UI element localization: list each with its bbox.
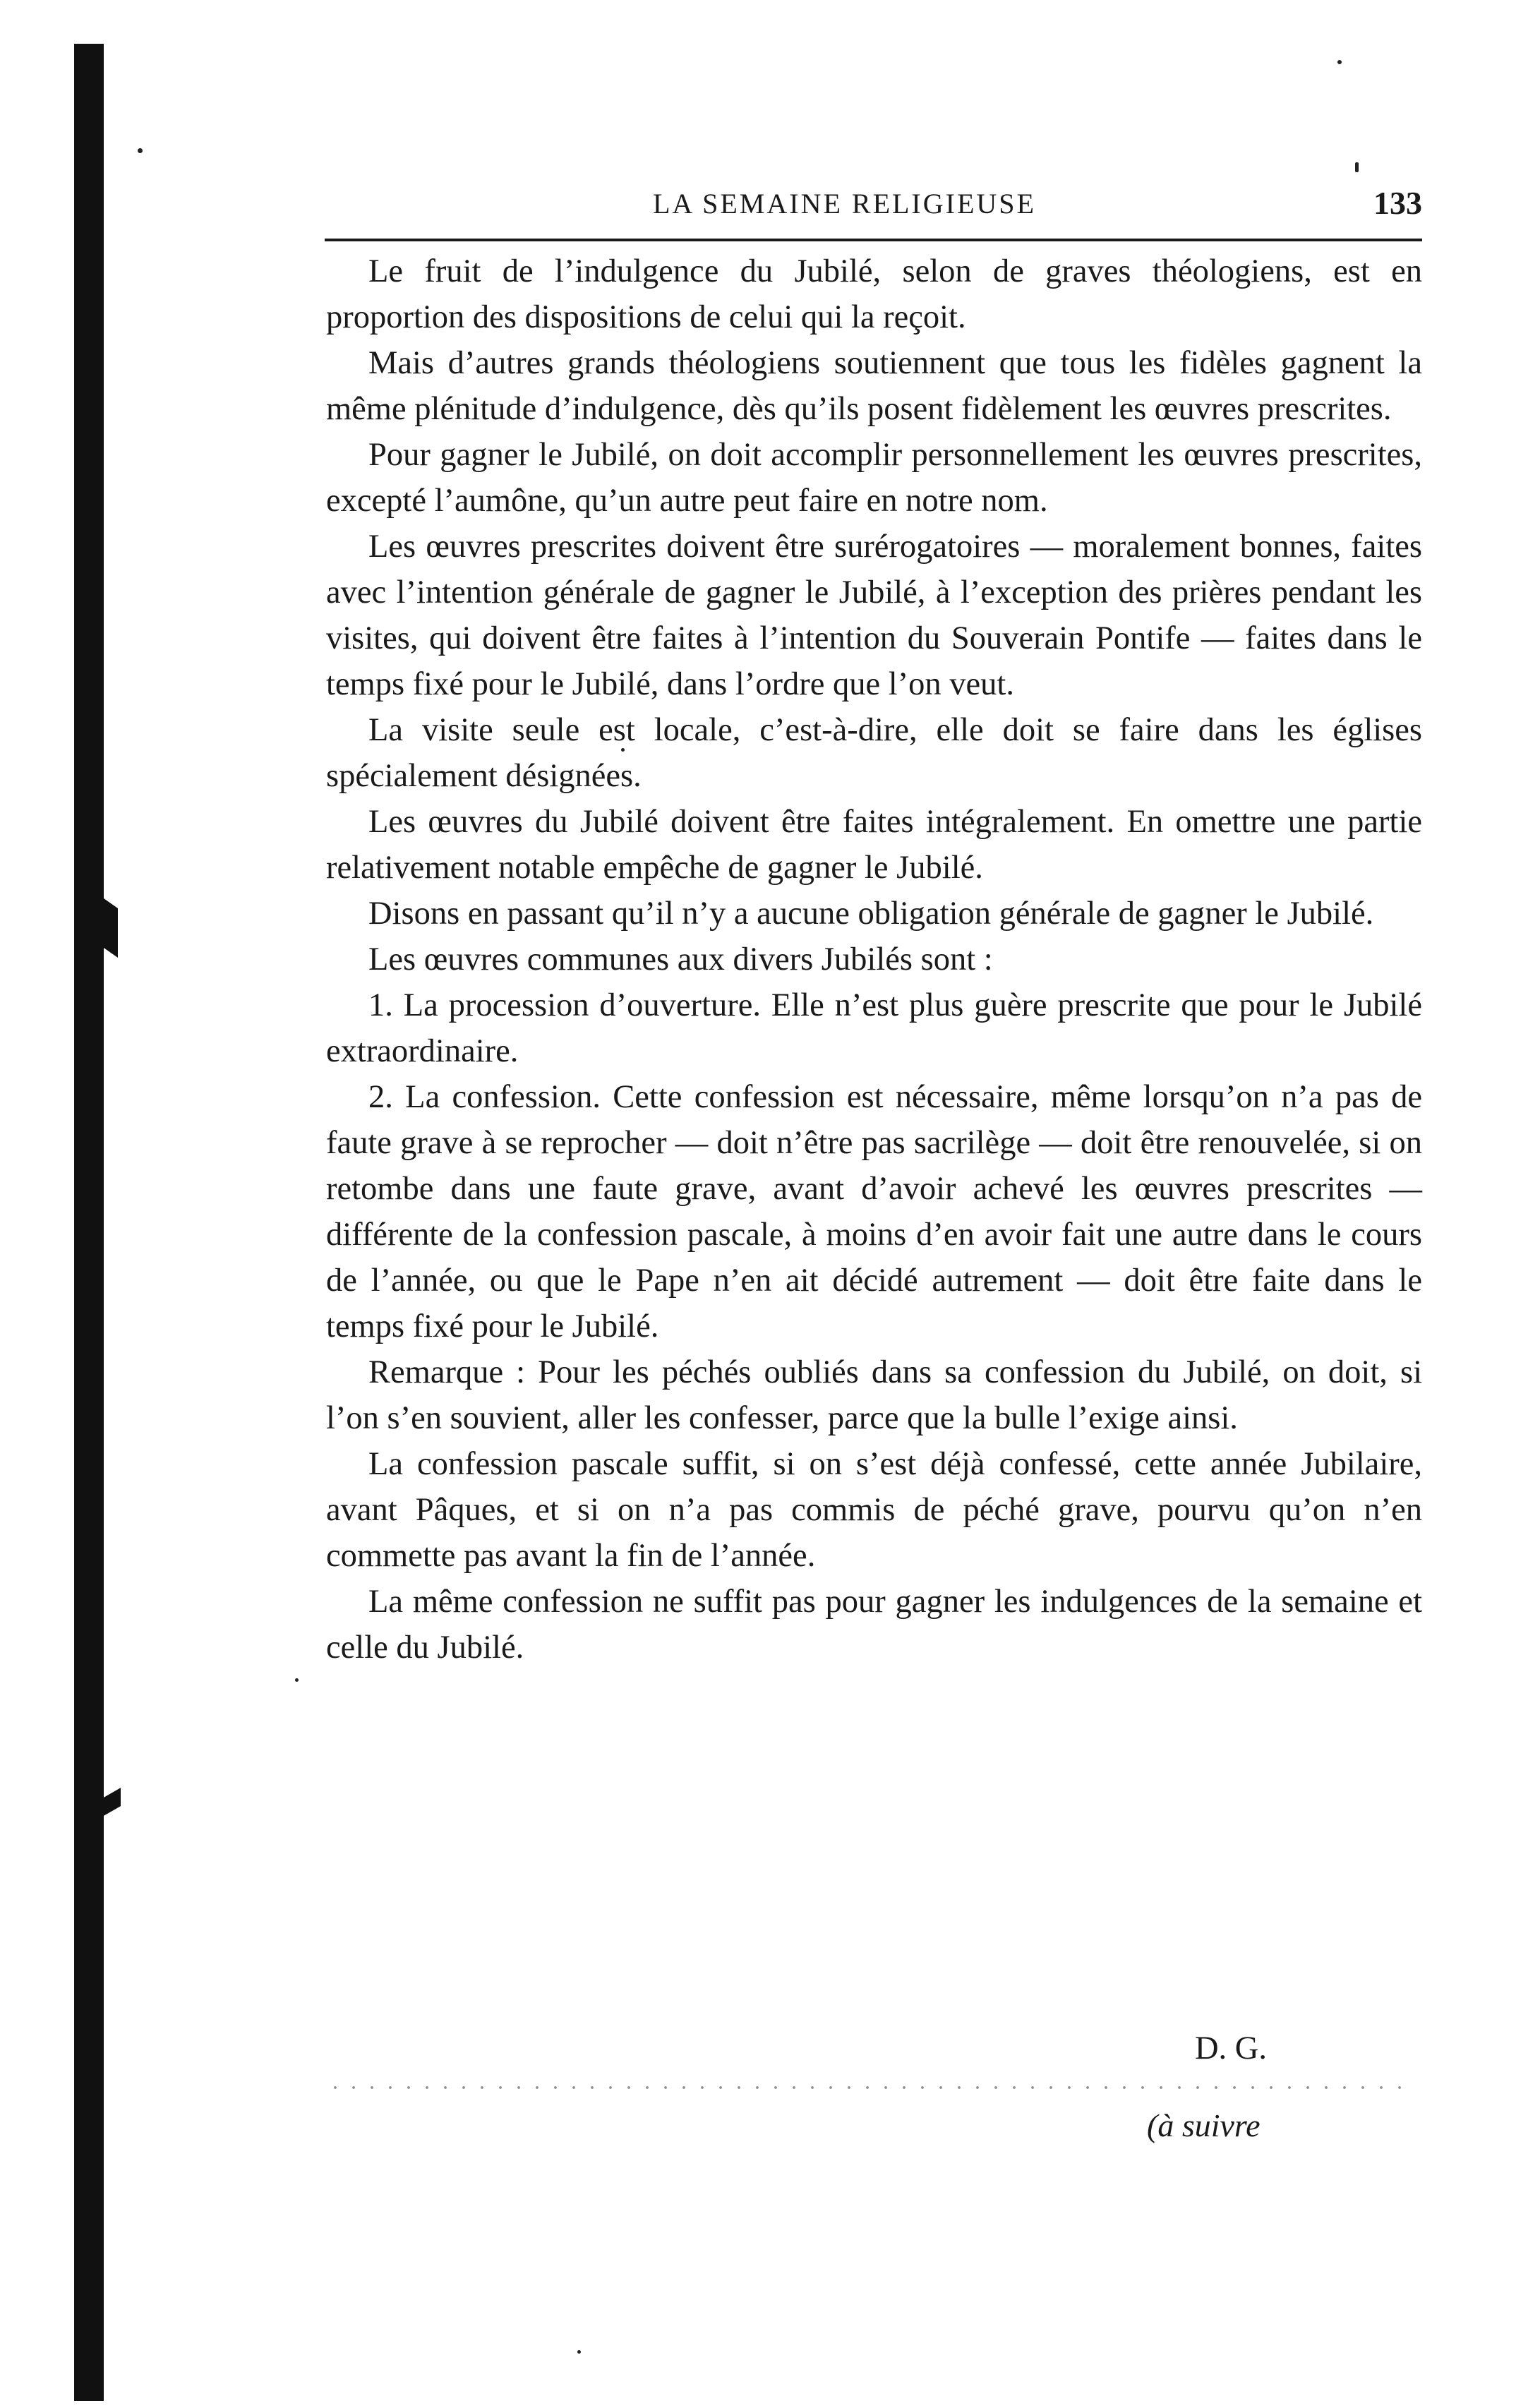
paragraph: La confession pascale suffit, si on s’est déjà confessé, cette année Jubilaire, avant Pâques, et si on n’a pas commis de péché grave, pourvu qu’on n’en commette pas avant la fin de l’année. [326, 1446, 1422, 1574]
paragraph: Les œuvres prescrites doivent être surérogatoires — moralement bonnes, faites avec l’intention générale de gagner le Jubilé, à l’exception des prières pendant les visites, qui doivent être faites à l’intention du Souverain Pontife — faites dans le temps fixé pour le Jubilé, dans l’ordre que l’on veut. [326, 529, 1422, 702]
binding-notch [104, 1788, 121, 1816]
paragraph: Le fruit de l’indulgence du Jubilé, selon de graves théologiens, est en proportion des dispositions de celui qui la reçoit. [326, 253, 1422, 335]
dotted-separator [326, 2085, 1406, 2090]
paragraph: Mais d’autres grands théologiens soutiennent que tous les fidèles gagnent la même plénitude d’indulgence, dès qu’ils posent fidèlement les œuvres prescrites. [326, 345, 1422, 427]
page-header [332, 180, 1422, 229]
paragraph: La visite seule est locale, c’est-à-dire, elle doit se faire dans les églises spécialement désignées. [326, 712, 1422, 794]
paragraph: Remarque : Pour les péchés oubliés dans sa confession du Jubilé, on doit, si l’on s’en souvient, aller les confesser, parce que la bulle l’exige ainsi. [326, 1354, 1422, 1436]
page-number: 133 [1373, 185, 1422, 221]
article-body [326, 248, 1422, 1670]
continued-note: (à suivre [1147, 2107, 1261, 2143]
binding-edge [74, 44, 104, 2401]
print-speck [295, 1678, 299, 1682]
print-speck [1355, 162, 1359, 172]
print-speck [138, 148, 143, 153]
print-speck [621, 748, 625, 752]
paragraph: Pour gagner le Jubilé, on doit accomplir personnellement les œuvres prescrites, excepté l’aumône, qu’un autre peut faire en notre nom. [326, 437, 1422, 519]
paragraph: La même confession ne suffit pas pour gagner les indulgences de la semaine et celle du Jubilé. [326, 1584, 1422, 1666]
print-speck [1337, 60, 1342, 64]
paragraph: 2. La confession. Cette confession est nécessaire, même lorsqu’on n’a pas de faute grave à se reprocher — doit n’être pas sacrilège — doit être renouvelée, si on retombe dans une faute grave, avant d’avoir achevé les œuvres prescrites — différente de la confession pascale, à moins d’en avoir fait une autre dans le cours de l’année, ou que le Pape n’en ait décidé autrement — doit être faite dans le temps fixé pour le Jubilé. [326, 1079, 1422, 1344]
print-speck [577, 2350, 581, 2354]
paragraph: 1. La procession d’ouverture. Elle n’est plus guère prescrite que pour le Jubilé extraordinaire. [326, 987, 1422, 1069]
paragraph: Les œuvres communes aux divers Jubilés sont : [368, 941, 993, 977]
paragraph: Disons en passant qu’il n’y a aucune obligation générale de gagner le Jubilé. [368, 896, 1374, 932]
author-signature: D. G. [1194, 2030, 1267, 2066]
paragraph: Les œuvres du Jubilé doivent être faites intégralement. En omettre une partie relativement notable empêche de gagner le Jubilé. [326, 804, 1422, 886]
header-rule [325, 239, 1422, 241]
binding-notch [104, 898, 118, 958]
running-title: LA SEMAINE RELIGIEUSE [653, 188, 1036, 219]
